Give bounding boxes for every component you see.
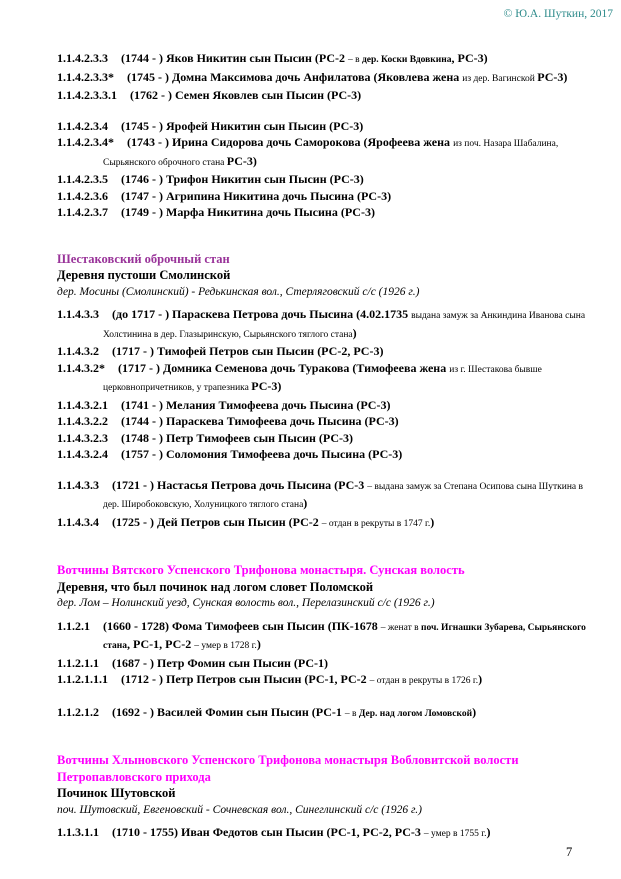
text-run-main: (1744 - ) Яков Никитин сын Пысин (РС-2 [121,51,348,65]
text-run-note: – отдан в рекруты в 1726 г. [369,676,479,686]
section-place-subheader: поч. Шутовский, Евгеновский - Сочневская вол., Синеглинский с/с (1926 г.) [57,803,422,816]
entry-text [112,705,476,719]
text-run-main: (1717 - ) Тимофей Петров сын Пысин (РС-2, РС-3) [112,344,384,358]
entry-number: 1.1.4.2.3.3.1 [57,88,117,102]
entry-text [103,619,586,652]
text-run-main: ) [478,672,483,686]
entry-row [57,343,595,360]
entry-group [57,477,595,533]
entry-row [57,446,595,463]
entry-number: 1.1.4.3.2.2 [57,414,108,428]
entry-group [57,118,595,221]
entry-row [57,430,595,447]
copyright-notice: © Ю.А. Шуткин, 2017 [503,8,613,20]
text-run-main: ) [486,825,491,839]
section [57,251,595,533]
text-run-main: (1692 - ) Василей Фомин сын Пысин (РС-1 [112,704,345,719]
entry-text [103,361,542,394]
entry-row [57,413,595,430]
text-run-note: из г. Шестакова бывше церковнопричетников, у трапезника [103,364,542,393]
text-run-main: РС-3) [251,379,282,393]
text-run-main: ) [352,325,357,340]
entry-number: 1.1.4.2.3.5 [57,172,108,186]
section-place-subheader: дер. Лом – Нолинский уезд, Сунская волость вол., Перелазинский с/с (1926 г.) [57,597,435,609]
entry-number: 1.1.2.1 [57,618,90,633]
section-region-header: Шестаковский оброчный стан [57,251,230,266]
entry-text [103,135,558,168]
entry-text [112,656,328,670]
entry-group [57,618,595,690]
entry-row [57,134,595,171]
text-run-note-bold: поч. Игнашки Зубарева, Сырьянского стана [103,622,586,651]
text-run-main: (1710 - 1755) Иван Федотов сын Пысин (РС-1, РС-2, РС-3 [112,825,424,839]
text-run-main: (1717 - ) Домника Семенова дочь Туракова (Тимофеева жена [118,360,450,375]
text-run-main: , РС-3) [451,51,488,65]
entry-row [57,306,595,343]
entry-number: 1.1.4.2.3.3* [57,69,114,84]
entry-row [57,655,595,672]
entry-number: 1.1.3.1.1 [57,825,99,839]
text-run-main: (1762 - ) Семен Яковлев сын Пысин (РС-3) [130,88,362,102]
entry-number: 1.1.4.2.3.7 [57,205,108,219]
entry-text [121,414,399,428]
entry-row [57,514,595,533]
section-place-subheader: дер. Мосины (Смолинский) - Редькинская вол., Стерляговский с/с (1926 г.) [57,285,420,298]
text-run-main: (1747 - ) Агрипина Никитина дочь Пысина (РС-3) [121,188,392,203]
text-run-main: (1660 - 1728) Фома Тимофеев сын Пысин (ПК-1678 [103,618,381,633]
entry-number: 1.1.4.2.3.4* [57,135,114,149]
entry-row [57,704,595,723]
text-run-main: ) [472,704,477,719]
entry-row [57,360,595,397]
section [57,50,595,221]
text-run-main: (1745 - ) Ярофей Никитин сын Пысин (РС-3) [121,118,364,133]
section [57,752,595,843]
text-run-main: ) [303,496,308,510]
entry-text [121,447,402,461]
entry-text [121,51,488,65]
entry-number: 1.1.2.1.2 [57,704,99,719]
text-run-main: РС-3) [226,153,257,168]
entry-number: 1.1.2.1.1.1 [57,672,108,686]
entry-number: 1.1.4.3.2.1 [57,397,108,412]
text-run-main: ) [430,514,435,529]
text-run-main: (1748 - ) Петр Тимофеев сын Пысин (РС-3) [121,430,354,445]
section [57,562,595,722]
entry-row [57,824,595,843]
text-run-note: – умер в 1728 г. [194,641,257,651]
entry-text [103,307,585,340]
entry-number: 1.1.4.3.2.4 [57,447,108,461]
entry-text [112,515,434,529]
text-run-main: (1746 - ) Трифон Никитин сын Пысин (РС-3) [121,172,364,186]
entry-text [127,70,567,84]
entry-text [121,205,375,219]
text-run-note: – в [344,708,359,719]
text-run-main: (1745 - ) Домна Максимова дочь Анфилатова (Яковлева жена [127,69,463,84]
entry-row [57,477,595,514]
entry-text [121,189,391,203]
text-run-note-bold: Дер. над логом Ломовской [358,708,473,719]
text-run-main: (1741 - ) Мелания Тимофеева дочь Пысина (РС-3) [121,397,391,412]
entry-row [57,397,595,414]
entry-number: 1.1.4.3.4 [57,514,99,529]
entry-text [112,825,490,839]
entry-text [121,398,390,412]
text-run-note: выдана замуж за Анкиндина Иванова сына Холстинина в дер. Глазыринскую, Сырьянского тяглого стана [103,311,586,340]
entry-number: 1.1.4.2.3.6 [57,188,108,203]
entry-row [57,118,595,135]
section-place-header: Починок Шутовской [57,786,176,800]
text-run-note: – умер в 1755 г. [423,829,487,839]
entry-row [57,204,595,221]
entry-row [57,188,595,205]
section-place-header: Деревня, что был починок над логом словет Поломской [57,579,374,594]
section-region-header: Вотчины Хлыновского Успенского Трифонова монастыря Вобловитской волости Петропавловского прихода [57,753,519,784]
entry-number: 1.1.4.3.3 [57,477,99,492]
page-number: 7 [566,845,573,859]
text-run-note-bold: дер. Коски Вдовкина [362,55,452,65]
entry-text [121,672,482,686]
entry-number: 1.1.4.3.2.3 [57,430,108,445]
entry-text [121,431,353,445]
entry-number: 1.1.4.3.3 [57,307,99,321]
entry-group [57,306,595,463]
entry-row [57,87,595,104]
document-content [57,44,595,843]
text-run-note: – в [348,55,362,65]
text-run-main: (1757 - ) Соломония Тимофеева дочь Пысина (РС-3) [121,447,403,461]
text-run-main: (1712 - ) Петр Петров сын Пысин (РС-1, РС-2 [121,672,370,686]
entry-row [57,671,595,690]
text-run-main: (1721 - ) Настасья Петрова дочь Пысина (РС-3 [112,477,368,492]
entry-row [57,50,595,69]
entry-number: 1.1.2.1.1 [57,655,99,670]
entry-row [57,618,595,655]
entry-group [57,50,595,104]
section-place-header: Деревня пустоши Смолинской [57,268,231,282]
text-run-main: (до 1717 - ) Параскева Петрова дочь Пысина (4.02.1735 [112,307,412,321]
entry-row [57,69,595,88]
entry-text [112,344,383,358]
entry-text [121,172,364,186]
text-run-note: из поч. Назара Шабалина, Сырьянского оброчного стана [103,139,559,168]
entry-number: 1.1.4.2.3.4 [57,118,108,133]
entry-number: 1.1.4.2.3.3 [57,51,108,65]
text-run-main: (1725 - ) Дей Петров сын Пысин (РС-2 [112,514,322,529]
text-run-note: – отдан в рекруты в 1747 г. [321,518,431,529]
text-run-main: РС-3) [537,69,568,84]
text-run-main: , РС-1, РС-2 [126,637,195,651]
text-run-main: (1744 - ) Параскева Тимофеева дочь Пысина (РС-3) [121,414,399,428]
text-run-main: (1749 - ) Марфа Никитина дочь Пысина (РС-3) [121,205,375,219]
entry-number: 1.1.4.3.2* [57,360,105,375]
text-run-main: (1743 - ) Ирина Сидорова дочь Саморокова (Ярофеева жена [127,135,454,149]
entry-text [130,88,361,102]
text-run-note: – выдана замуж за Степана Осипова сына Шуткина в дер. Широбоковскую, Холуницкого тяглого стана [103,481,584,510]
text-run-main: ) [256,637,261,651]
entry-text [121,119,363,133]
entry-group [57,824,595,843]
text-run-note: из дер. Вагинской [462,73,538,84]
entry-text [103,478,583,511]
text-run-note: – женат в [380,622,421,633]
entry-number: 1.1.4.3.2 [57,344,99,358]
entry-group [57,704,595,723]
section-region-header: Вотчины Вятского Успенского Трифонова монастыря. Сунская волость [57,563,465,577]
text-run-main: (1687 - ) Петр Фомин сын Пысин (РС-1) [112,655,329,670]
entry-row [57,171,595,188]
